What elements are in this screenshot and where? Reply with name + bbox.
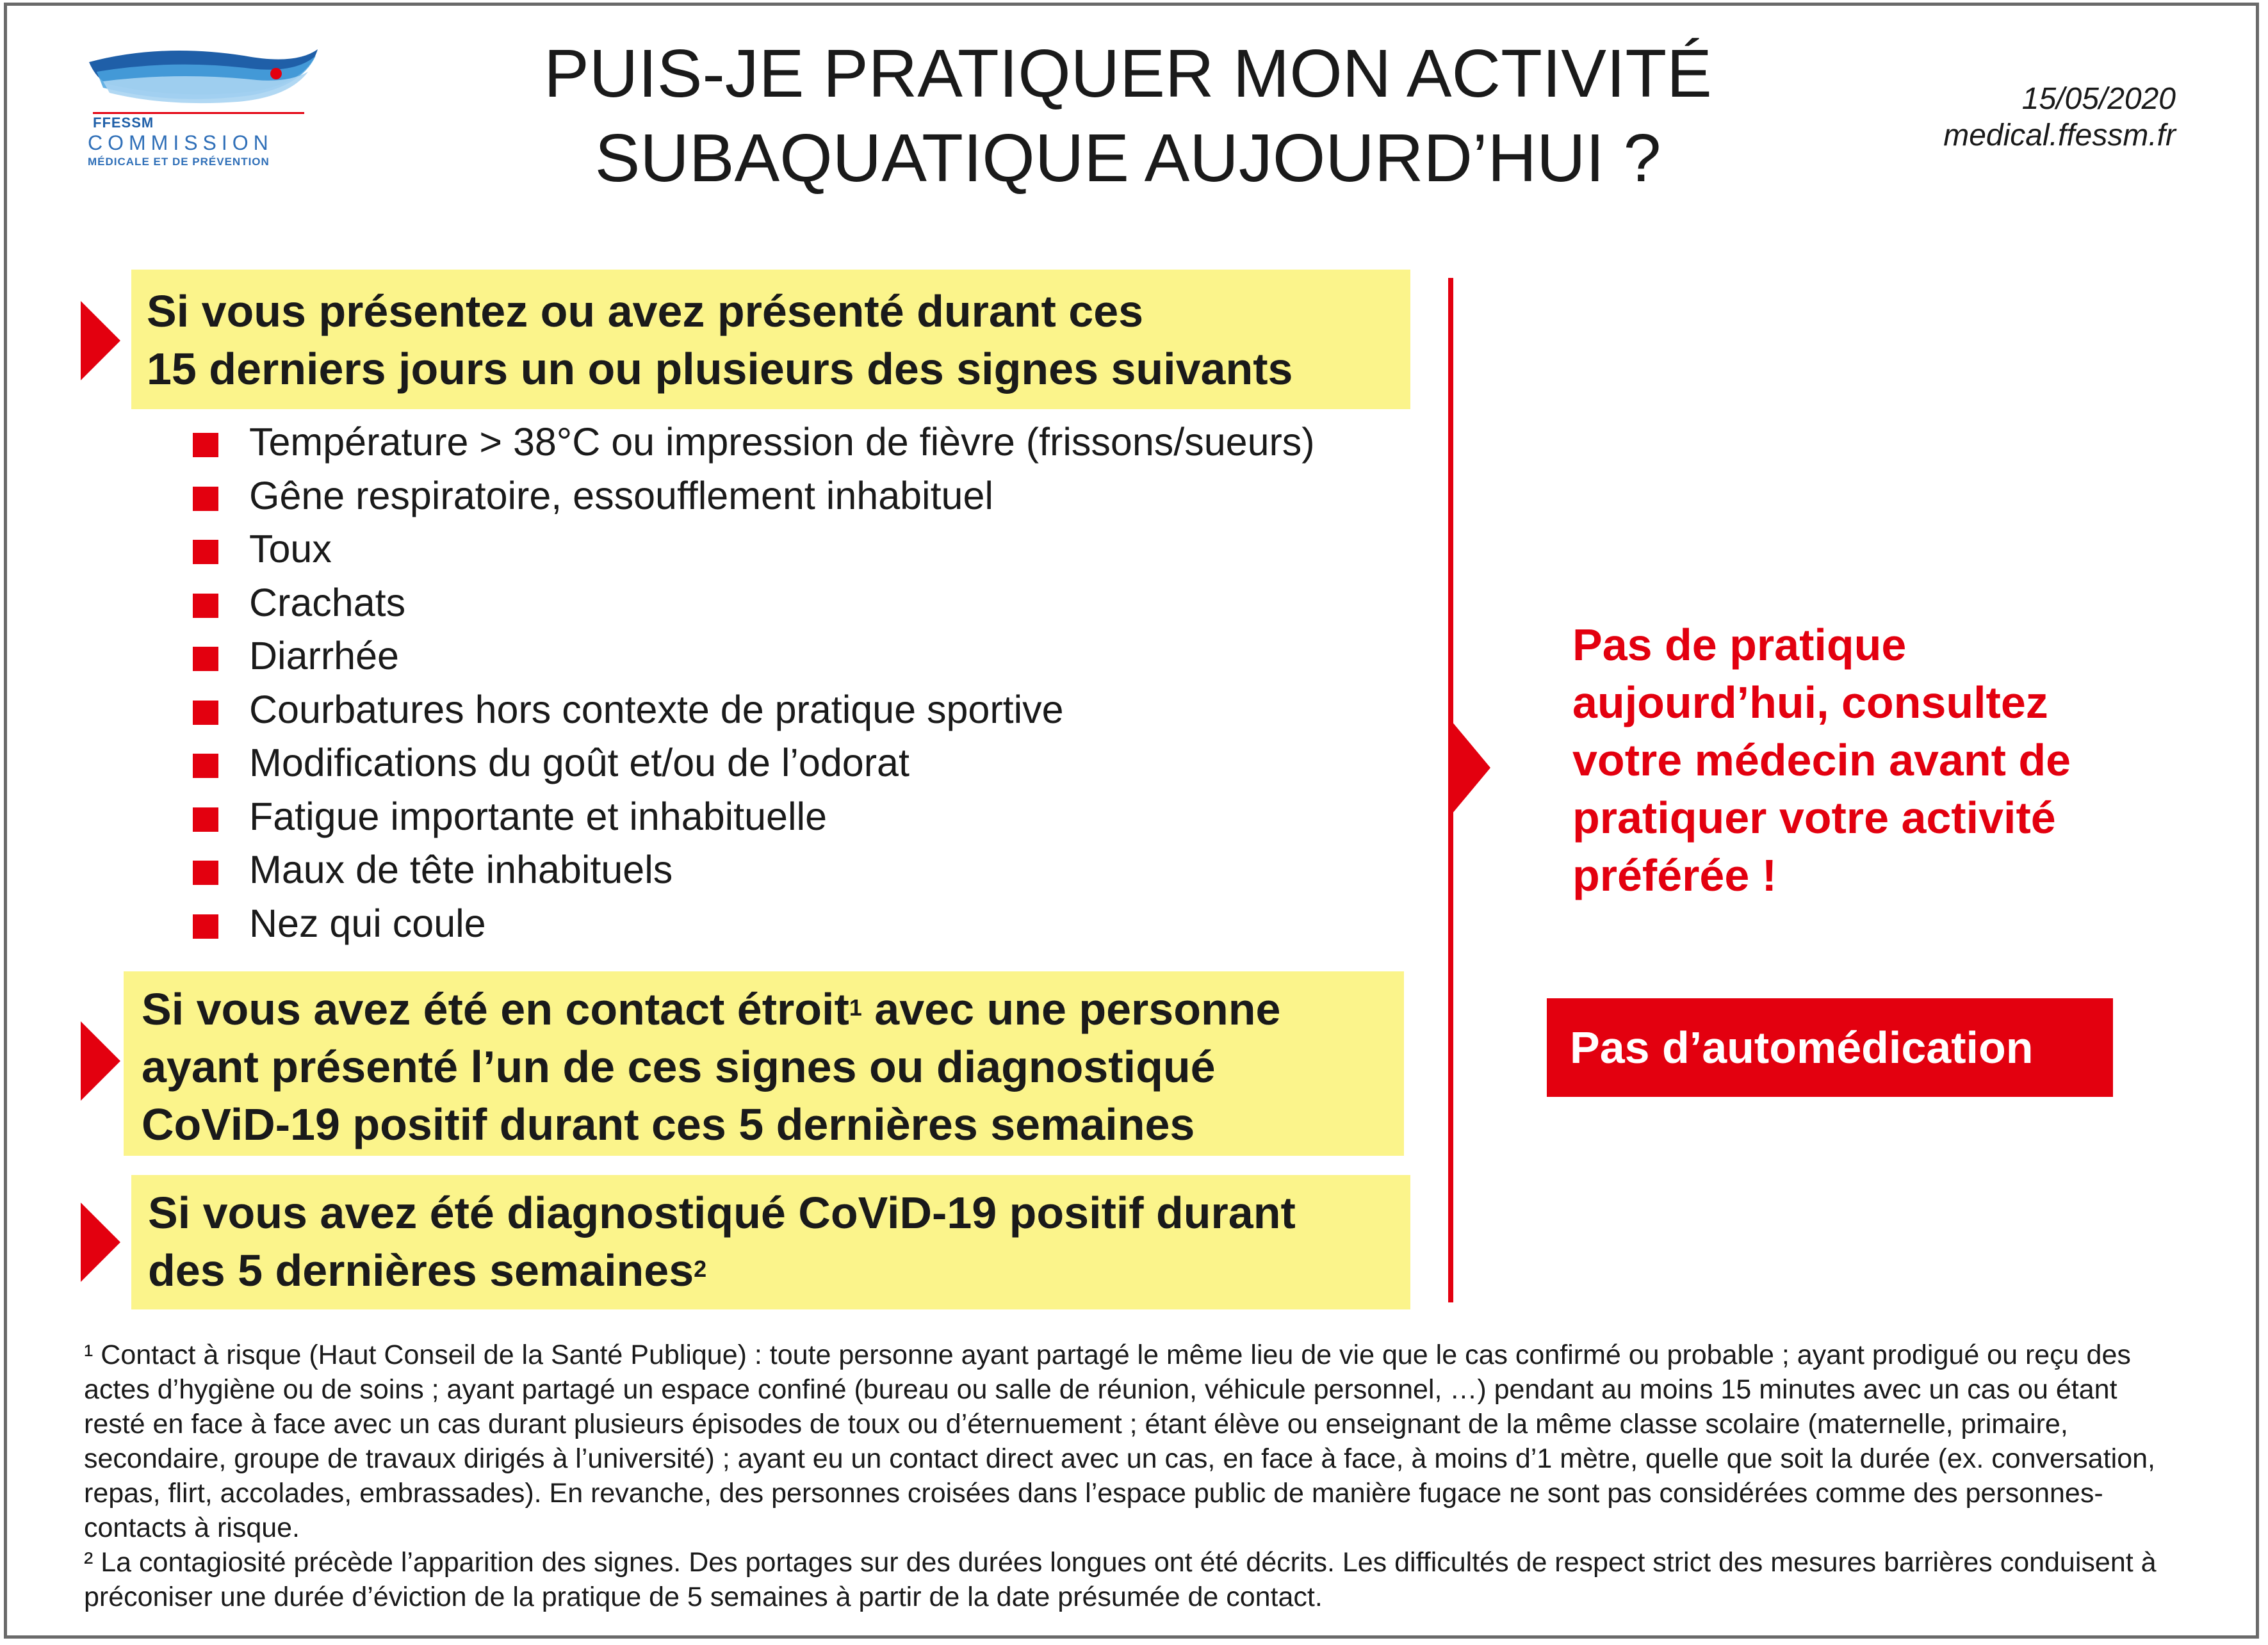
website-link[interactable]: medical.ffessm.fr — [1943, 118, 2176, 152]
list-item — [193, 416, 1315, 469]
diagnosed-condition-line-1: Si vous avez été diagnostiqué CoViD-19 positif durant — [148, 1188, 1296, 1238]
advice-line: préférée ! — [1572, 850, 1777, 900]
bullet-square-icon — [193, 754, 218, 778]
symptoms-condition-box — [131, 270, 1410, 409]
list-item — [193, 736, 1315, 790]
logo-commission: COMMISSION — [88, 131, 273, 154]
title-line-2: SUBAQUATIQUE AUJOURD’HUI ? — [594, 120, 1661, 196]
arrow-right-icon — [1452, 722, 1490, 814]
footnotes — [84, 1338, 2178, 1614]
no-self-medication-badge: Pas d’automédication — [1547, 998, 2113, 1097]
list-item — [193, 629, 1315, 683]
bullet-square-icon — [193, 701, 218, 725]
bullet-square-icon — [193, 647, 218, 671]
arrow-right-icon — [81, 1203, 120, 1282]
title-line-1: PUIS-JE PRATIQUER MON ACTIVITÉ — [544, 36, 1712, 111]
arrow-right-icon — [81, 1021, 120, 1101]
symptom-text: Crachats — [249, 580, 406, 624]
arrow-right-icon — [81, 301, 120, 380]
page-title — [391, 31, 1864, 200]
advice-line: votre médecin avant de — [1572, 735, 2071, 785]
list-item — [193, 576, 1315, 630]
bullet-square-icon — [193, 914, 218, 939]
logo-subtitle: MÉDICALE ET DE PRÉVENTION — [88, 156, 270, 168]
publication-date: 15/05/2020 — [2021, 82, 2176, 116]
contact-condition-box — [124, 971, 1404, 1156]
diagnosed-line-2-text: des 5 dernières semaines — [148, 1245, 694, 1295]
advice-line: aujourd’hui, consultez — [1572, 677, 2048, 727]
bullet-square-icon — [193, 861, 218, 885]
ffessm-logo — [84, 36, 327, 171]
wave-logo-icon — [84, 36, 327, 120]
bullet-square-icon — [193, 594, 218, 618]
outcome-advice — [1572, 616, 2149, 904]
list-item — [193, 683, 1315, 737]
symptom-text: Nez qui coule — [249, 901, 486, 945]
contact-line-1b: avec une personne — [861, 984, 1281, 1034]
symptom-text: Modifications du goût et/ou de l’odorat — [249, 741, 910, 784]
contact-condition-line-1 — [142, 980, 1404, 1038]
list-item — [193, 897, 1315, 951]
symptom-text: Toux — [249, 527, 332, 571]
list-item — [193, 790, 1315, 844]
list-item — [193, 843, 1315, 897]
diagnosed-condition-box — [131, 1175, 1410, 1309]
symptom-text: Gêne respiratoire, essoufflement inhabituel — [249, 473, 993, 517]
symptom-text: Maux de tête inhabituels — [249, 848, 673, 891]
symptom-text: Courbatures hors contexte de pratique sportive — [249, 687, 1064, 731]
symptoms-condition-line-2: 15 derniers jours un ou plusieurs des signes suivants — [147, 344, 1293, 394]
list-item — [193, 523, 1315, 576]
footnote-ref-1: 1 — [849, 994, 862, 1021]
bullet-square-icon — [193, 487, 218, 511]
contact-condition-line-2: ayant présenté l’un de ces signes ou diagnostiqué — [142, 1042, 1216, 1092]
footnote-ref-2: 2 — [694, 1256, 707, 1282]
bullet-square-icon — [193, 807, 218, 832]
symptom-text: Fatigue importante et inhabituelle — [249, 794, 828, 838]
advice-line: Pas de pratique — [1572, 620, 1907, 670]
symptoms-condition-line-1: Si vous présentez ou avez présenté durant ces — [147, 286, 1144, 336]
list-item — [193, 469, 1315, 523]
advice-line: pratiquer votre activité — [1572, 793, 2056, 843]
footnote-2: ² La contagiosité précède l’apparition des signes. Des portages sur des durées longues ont été décrits. Les difficultés de respect strict des mesures barrières conduisent à préconiser une durée d’éviction de la pratique de 5 semaines à partir de la date présumée de contact. — [84, 1547, 2157, 1612]
diagnosed-condition-line-2 — [148, 1242, 1410, 1299]
symptom-text: Diarrhée — [249, 634, 399, 677]
contact-condition-line-3: CoViD-19 positif durant ces 5 dernières semaines — [142, 1099, 1195, 1149]
contact-line-1a: Si vous avez été en contact étroit — [142, 984, 849, 1034]
symptom-text: Température > 38°C ou impression de fièvre (frissons/sueurs) — [249, 420, 1315, 464]
footnote-1: ¹ Contact à risque (Haut Conseil de la Santé Publique) : toute personne ayant partagé le même lieu de vie que le cas confirmé ou probable ; ayant prodigué ou reçu des actes d’hygiène ou de soins ; ayant partagé un espace confiné (bureau ou salle de réunion, véhicule personnel, …) pendant au moins 15 minutes avec un cas ou étant resté en face à face avec un cas durant plusieurs épisodes de toux ou d’éternuement ; étant élève ou enseignant de la même classe scolaire (maternelle, primaire, secondaire, groupe de travaux dirigés à l’université) ; ayant eu un contact direct avec un cas, en face à face, à moins d’1 mètre, quelle que soit la durée (ex. conversation, repas, flirt, accolades, embrassades). En revanche, des personnes croisées dans l’espace public de manière fugace ne sont pas considérées comme des personnes-contacts à risque. — [84, 1340, 2155, 1543]
bullet-square-icon — [193, 540, 218, 564]
document-page — [4, 3, 2259, 1639]
symptom-list — [193, 416, 1315, 950]
logo-brand: FFESSM — [93, 115, 154, 131]
bullet-square-icon — [193, 433, 218, 457]
